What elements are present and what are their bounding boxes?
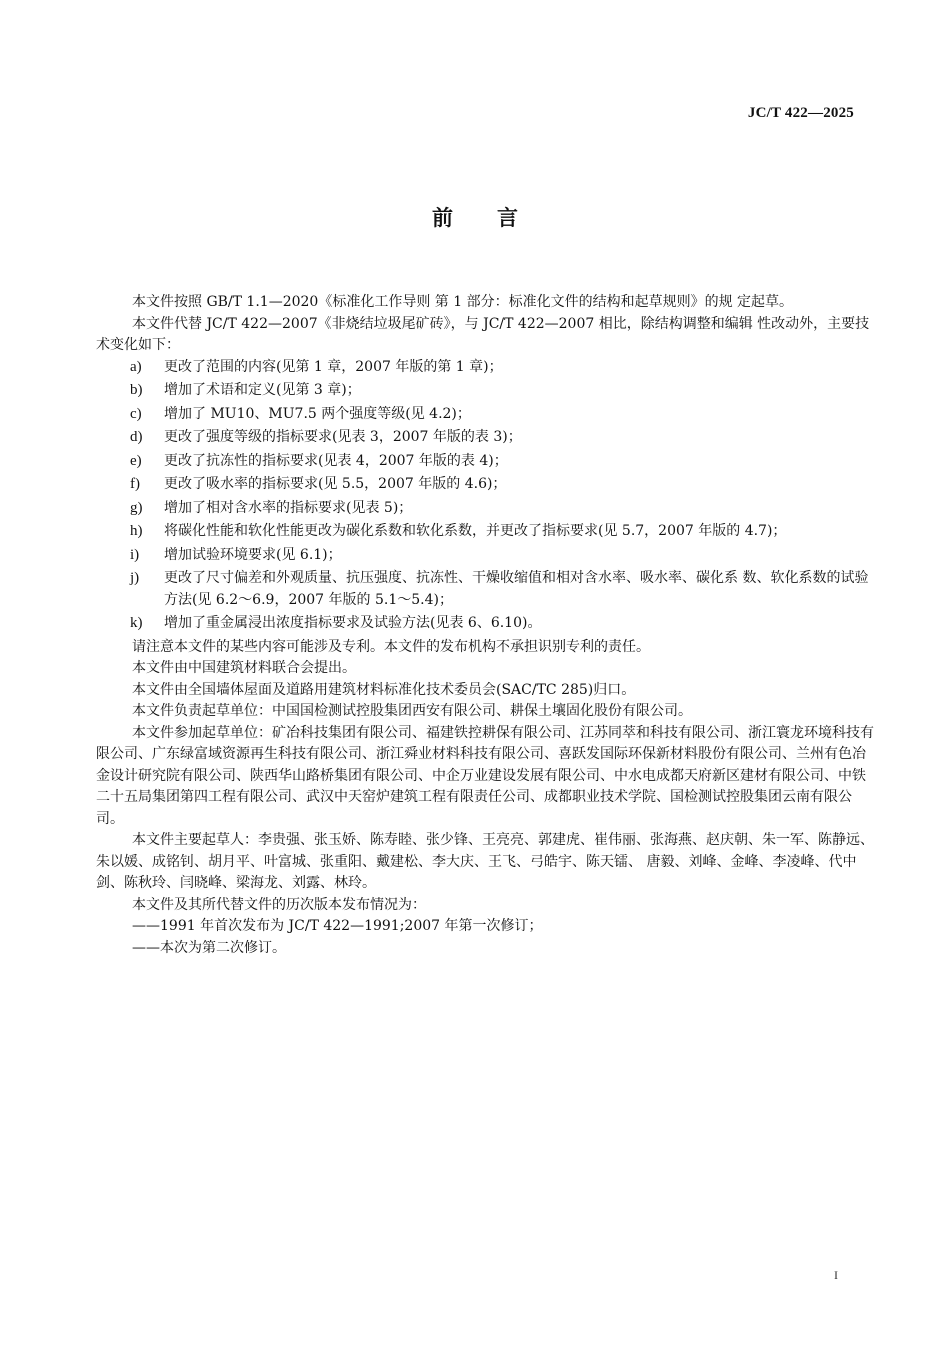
list-marker: g) xyxy=(130,499,143,516)
paragraph-drafters: 本文件主要起草人：李贵强、张玉娇、陈寿睦、张少锋、王亮亮、郭建虎、崔伟丽、张海燕、赵庆朝、朱一军、陈静远、朱以媛、成铭钊、胡月平、叶富城、张重阳、戴建松、李大庆、王飞、弓皓宇、陈天镭、 唐毅、刘峰、金峰、李凌峰、代中剑、陈秋玲、闫晓峰、梁海龙、刘露、林玲。 xyxy=(96,832,874,891)
list-item xyxy=(96,474,876,496)
paragraph-lead-drafter: 本文件负责起草单位：中国国检测试控股集团西安有限公司、耕保土壤固化股份有限公司。 xyxy=(132,703,692,719)
list-marker: i) xyxy=(130,546,140,563)
list-marker: h) xyxy=(130,523,143,539)
list-marker: a) xyxy=(130,358,142,375)
list-item xyxy=(96,427,876,449)
changes-list xyxy=(96,357,876,635)
paragraph-drafting-rules: 本文件按照 GB/T 1.1—2020《标准化工作导则 第 1 部分：标准化文件的结构和起草规则》的规 定起草。 xyxy=(132,294,794,310)
list-text: 更改了尺寸偏差和外观质量、抗压强度、抗冻性、干燥收缩值和相对含水率、吸水率、碳化系 数、软化系数的试验方法(见 6.2～6.9，2007 年版的 5.1～5.4)； xyxy=(164,570,869,608)
page-number: I xyxy=(834,1268,838,1282)
list-marker: f) xyxy=(130,476,140,492)
document-body xyxy=(96,292,876,959)
list-text: 更改了吸水率的指标要求(见 5.5，2007 年版的 4.6)； xyxy=(164,476,507,492)
list-text: 增加了相对含水率的指标要求(见表 5)； xyxy=(164,499,413,516)
paragraph-proposer: 本文件由中国建筑材料联合会提出。 xyxy=(132,660,356,676)
list-text: 增加了 MU10、MU7.5 两个强度等级(见 4.2)； xyxy=(164,405,471,422)
list-marker: k) xyxy=(130,615,143,631)
list-item xyxy=(96,545,876,567)
list-item xyxy=(96,380,876,402)
list-item xyxy=(96,451,876,473)
document-code: JC/T 422—2025 xyxy=(747,105,854,121)
list-item xyxy=(96,404,876,426)
paragraph-centralized: 本文件由全国墙体屋面及道路用建筑材料标准化技术委员会(SAC/TC 285)归口。 xyxy=(132,681,636,698)
list-marker: e) xyxy=(130,452,142,469)
paragraph-patent-notice: 请注意本文件的某些内容可能涉及专利。本文件的发布机构不承担识别专利的责任。 xyxy=(132,638,650,655)
history-item: ——本次为第二次修订。 xyxy=(132,939,286,956)
list-text: 将碳化性能和软化性能更改为碳化系数和软化系数，并更改了指标要求(见 5.7，2007 年版的 4.7)； xyxy=(164,523,787,539)
paragraph-replacement: 本文件代替 JC/T 422—2007《非烧结垃圾尾矿砖》，与 JC/T 422—2007 相比，除结构调整和编辑 性改动外，主要技术变化如下： xyxy=(96,315,870,353)
list-text: 增加了重金属浸出浓度指标要求及试验方法(见表 6、6.10)。 xyxy=(164,615,542,631)
list-text: 增加试验环境要求(见 6.1)； xyxy=(164,546,342,563)
list-marker: d) xyxy=(130,429,143,445)
list-item xyxy=(96,568,876,611)
page-title: 前言 xyxy=(432,206,562,230)
paragraph-history-intro: 本文件及其所代替文件的历次版本发布情况为： xyxy=(132,896,426,913)
list-item xyxy=(96,498,876,520)
list-item xyxy=(96,613,876,635)
list-text: 更改了范围的内容(见第 1 章，2007 年版的第 1 章)； xyxy=(164,358,503,375)
list-item xyxy=(96,521,876,543)
list-text: 更改了抗冻性的指标要求(见表 4，2007 年版的表 4)； xyxy=(164,452,508,469)
paragraph-participants: 本文件参加起草单位：矿冶科技集团有限公司、福建铁控耕保有限公司、江苏同萃和科技有限公司、浙江寰龙环境科技有限公司、广东绿富域资源再生科技有限公司、浙江舜业材料科技有限公司、喜跃发国际环保新材料股份有限公司、兰州有色冶金设计研究院有限公司、陕西华山路桥集团有限公司、中企万业建设发展有限公司、中水电成都天府新区建材有限公司、中铁二十五局集团第四工程有限公司、武汉中天窑炉建筑工程有限责任公司、成都职业技术学院、国检测试控股集团云南有限公司。 xyxy=(96,724,874,827)
list-item xyxy=(96,357,876,379)
list-text: 增加了术语和定义(见第 3 章)； xyxy=(164,382,361,398)
list-text: 更改了强度等级的指标要求(见表 3，2007 年版的表 3)； xyxy=(164,429,522,445)
list-marker: c) xyxy=(130,405,142,422)
list-marker: b) xyxy=(130,382,143,398)
list-marker: j) xyxy=(130,570,140,586)
history-item: ——1991 年首次发布为 JC/T 422—1991;2007 年第一次修订； xyxy=(132,918,543,934)
